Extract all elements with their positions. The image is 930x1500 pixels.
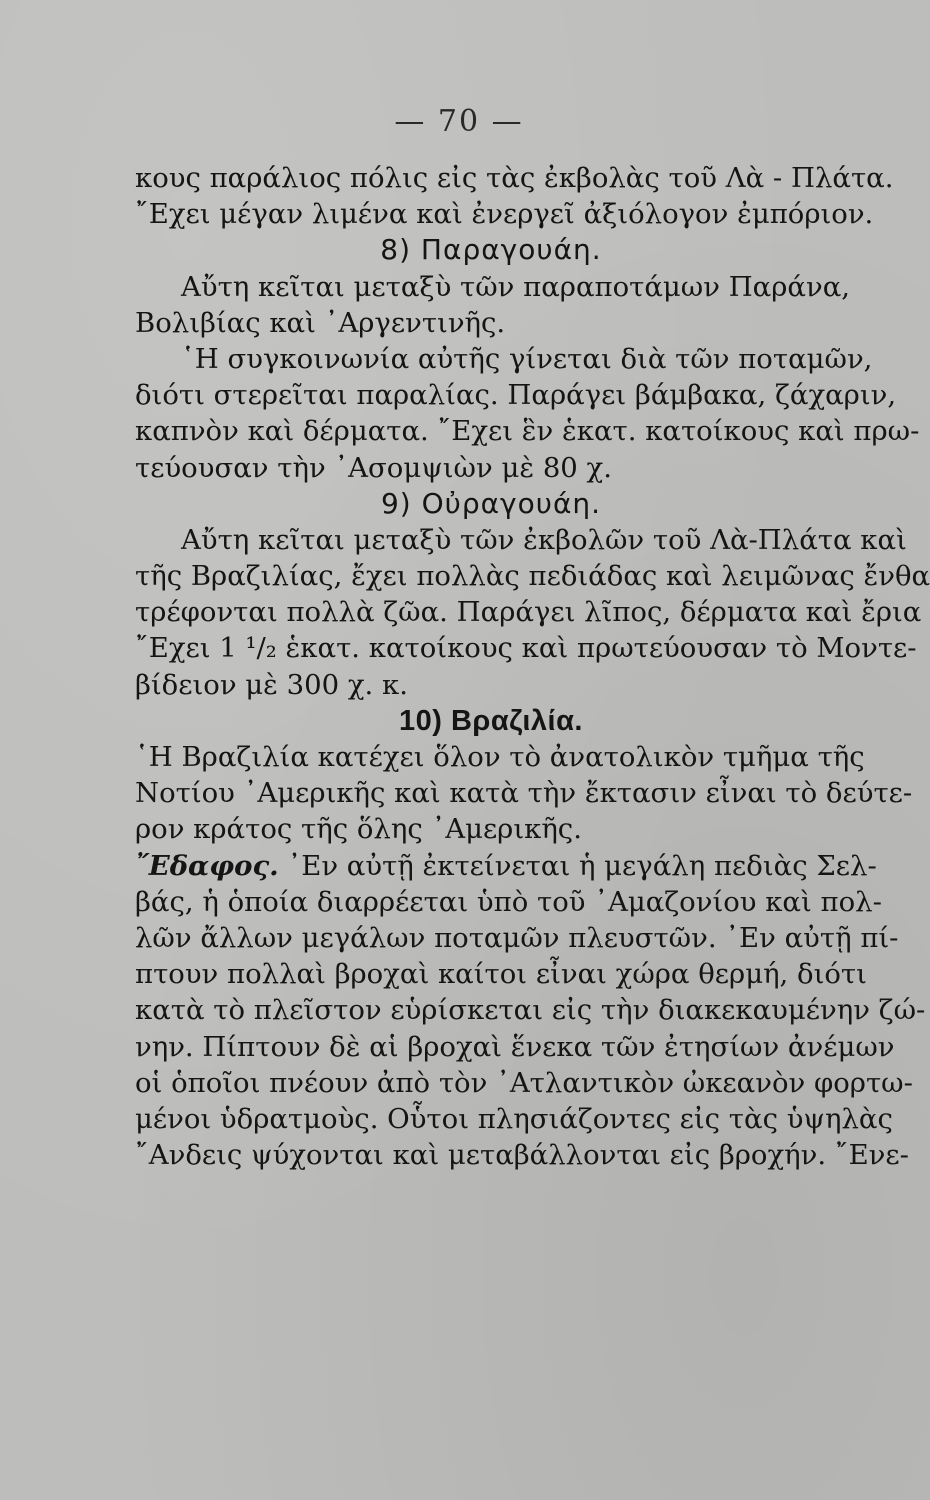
subheading-terrain: ῎Εδαφος.	[135, 849, 279, 882]
text-line: ῎Ανδεις ψύχονται καὶ μεταβάλλονται εἰς βροχήν. ῎Ενε-	[135, 1139, 909, 1172]
page-number: — 70 —	[394, 104, 524, 139]
text-line: νην. Πίπτουν δὲ αἱ βροχαὶ ἕνεκα τῶν ἐτησίων ἀνέμων	[135, 1030, 895, 1063]
text-line: ῾Η Βραζιλία κατέχει ὅλον τὸ ἀνατολικὸν τμῆμα τῆς	[135, 741, 865, 773]
text-line: βάς, ἡ ὁποία διαρρέεται ὑπὸ τοῦ ᾿Αμαζονίου καὶ πολ-	[135, 885, 882, 918]
text-line: οἱ ὁποῖοι πνέουν ἀπὸ τὸν ᾿Ατλαντικὸν ὠκεανὸν φορτω-	[135, 1066, 913, 1099]
section-heading-uruguay: 9) Οὐραγουάη.	[380, 486, 602, 520]
text-line: ῎Εχει μέγαν λιμένα καὶ ἐνεργεῖ ἀξιόλογον ἐμπόριον.	[135, 198, 874, 231]
text-line: Αὔτη κεῖται μεταξὺ τῶν ἐκβολῶν τοῦ Λὰ-Πλάτα καὶ	[181, 523, 907, 556]
text-line: Βολιβίας καὶ ᾿Αργεντινῆς.	[135, 306, 506, 339]
text-line: τεύουσαν τὴν ᾿Ασομψιὼν μὲ 80 χ.	[135, 451, 612, 484]
text-line: Αὔτη κεῖται μεταξὺ τῶν παραποτάμων Παράνα,	[181, 270, 851, 303]
section-heading-paraguay: 8) Παραγουάη.	[380, 233, 602, 267]
text-line: διότι στερεῖται παραλίας. Παράγει βάμβακα, ζάχαριν,	[135, 379, 897, 412]
page-body	[135, 160, 930, 1173]
text-line: τῆς Βραζιλίας, ἔχει πολλὰς πεδιάδας καὶ λειμῶνας ἔνθα	[135, 560, 930, 593]
text-line: ρον κράτος τῆς ὅλης ᾿Αμερικῆς.	[135, 813, 582, 846]
text-line-lead	[135, 848, 877, 884]
text-line: μένοι ὑδρατμοὺς. Οὗτοι πλησιάζοντες εἰς τὰς ὑψηλὰς	[135, 1102, 893, 1135]
text-line: πτουν πολλαὶ βροχαὶ καίτοι εἶναι χώρα θερμή, διότι	[135, 958, 867, 991]
text-line: κους παράλιος πόλις εἰς τὰς ἐκβολὰς τοῦ Λὰ - Πλάτα.	[135, 162, 894, 194]
text-line: τρέφονται πολλὰ ζῶα. Παράγει λῖπος, δέρματα καὶ ἔρια	[135, 596, 922, 629]
text-line: ῾Η συγκοινωνία αὐτῆς γίνεται διὰ τῶν ποταμῶν,	[181, 342, 873, 375]
text-line: λῶν ἄλλων μεγάλων ποταμῶν πλευστῶν. ᾿Εν αὐτῇ πί-	[135, 921, 899, 954]
text-line: βίδειον μὲ 300 χ. κ.	[135, 668, 408, 701]
text-line: Νοτίου ᾿Αμερικῆς καὶ κατὰ τὴν ἔκτασιν εἶναι τὸ δεύτε-	[135, 777, 913, 810]
text-line: ῎Εχει 1 ¹/₂ ἑκατ. κατοίκους καὶ πρωτεύουσαν τὸ Μοντε-	[135, 632, 917, 665]
text-line: καπνὸν καὶ δέρματα. ῎Εχει ἓν ἑκατ. κατοίκους καὶ πρω-	[135, 415, 920, 448]
text-line: κατὰ τὸ πλεῖστον εὑρίσκεται εἰς τὴν διακεκαυμένην ζώ-	[135, 994, 926, 1027]
text-run: ᾿Εν αὐτῇ ἐκτείνεται ἡ μεγάλη πεδιὰς Σελ-	[278, 849, 877, 882]
section-heading-brazil: 10) Βραζιλία.	[399, 704, 583, 737]
